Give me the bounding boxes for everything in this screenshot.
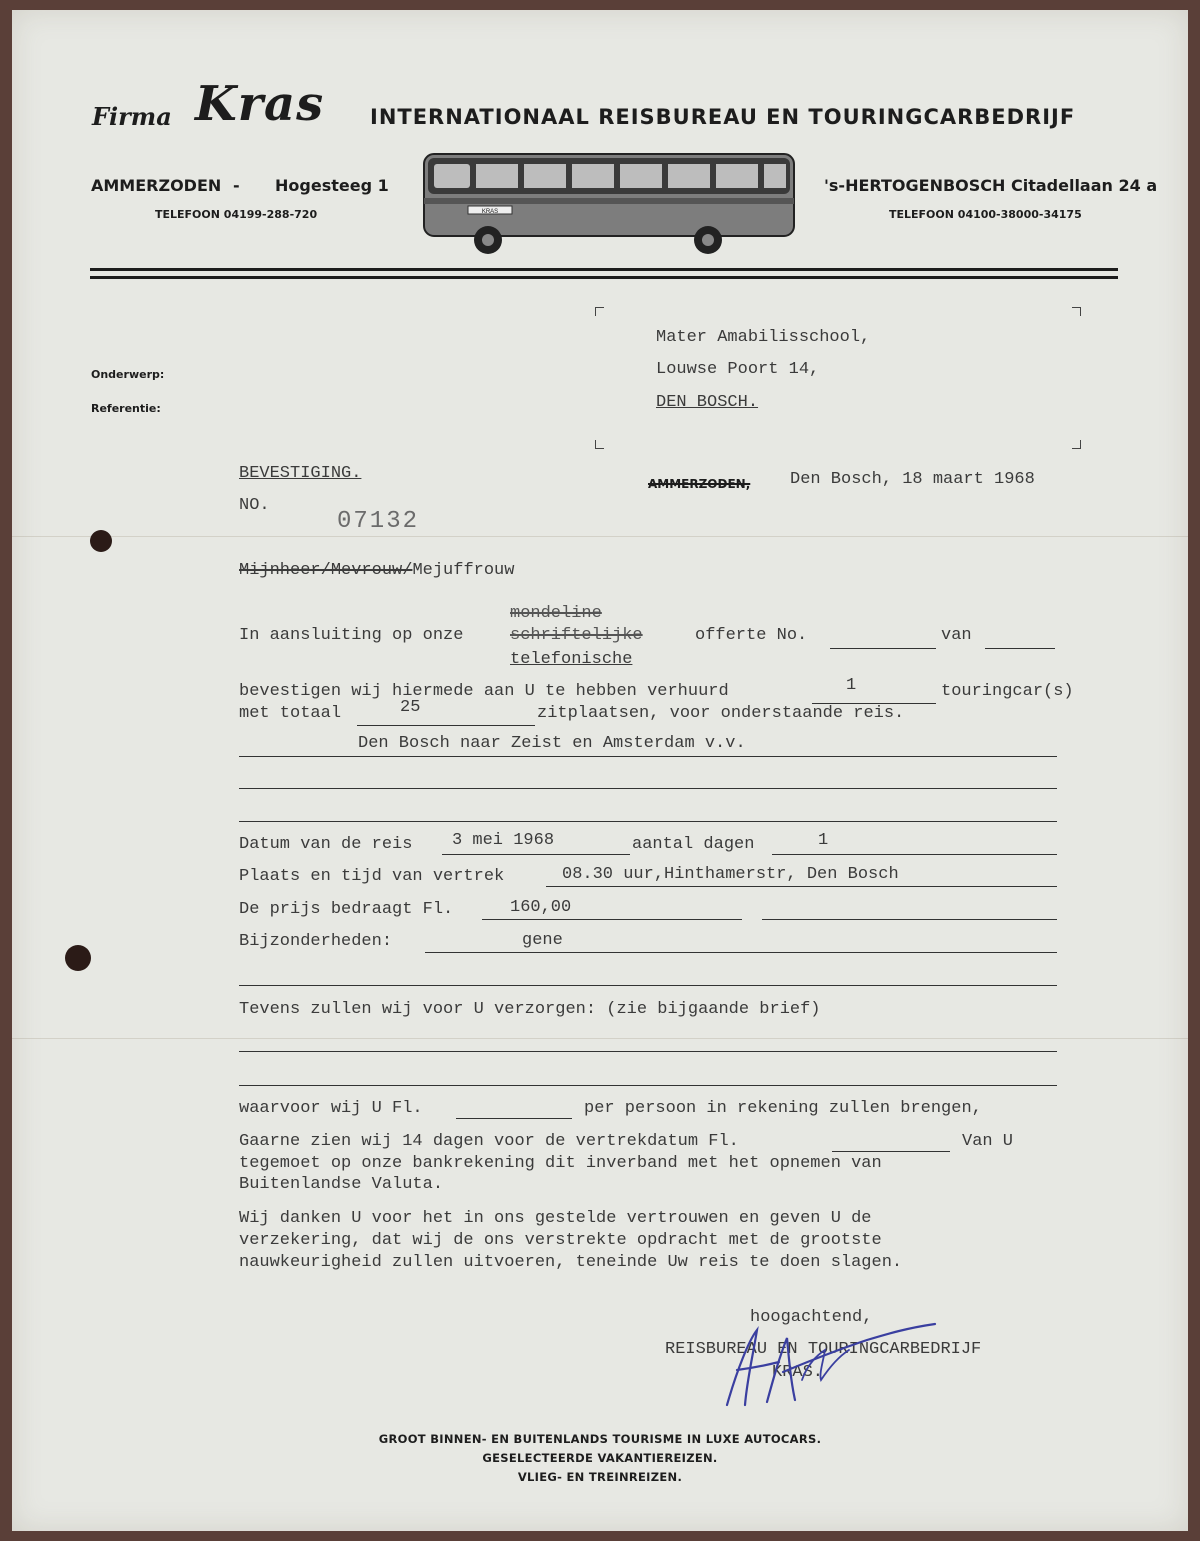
blank-line	[239, 1051, 1057, 1052]
footer-line: VLIEG- EN TREINREIZEN.	[517, 1470, 683, 1484]
thanks-text: verzekering, dat wij de ons verstrekte opdracht met de grootste	[239, 1231, 882, 1250]
right-address: 's-HERTOGENBOSCH Citadellaan 24 a	[824, 176, 1158, 195]
recipient-line: Louwse Poort 14,	[656, 360, 820, 379]
payment-field	[832, 1151, 950, 1152]
details-field	[425, 952, 1057, 953]
option-telefonische: telefonische	[510, 650, 633, 669]
payment-text: Gaarne zien wij 14 dagen voor de vertrekdatum Fl.	[239, 1132, 739, 1151]
thanks-text: nauwkeurigheid zullen uitvoeren, teneinde Uw reis te doen slagen.	[239, 1253, 903, 1272]
left-street: Hogesteeg 1	[275, 176, 389, 195]
bus-illustration	[410, 146, 802, 258]
offerte-date-field	[985, 648, 1055, 649]
blank-line	[239, 1085, 1057, 1086]
address-corner	[1072, 440, 1081, 449]
address-corner	[595, 307, 604, 316]
recipient-line: Mater Amabilisschool,	[656, 328, 871, 347]
salutation-kept: Mejuffrouw	[412, 561, 515, 580]
company-tagline: INTERNATIONAAL REISBUREAU EN TOURINGCARBEDRIJF	[370, 105, 1076, 129]
punch-hole	[65, 945, 91, 971]
address-corner	[595, 440, 604, 449]
offerte-number-field	[830, 648, 936, 649]
recipient-city: DEN BOSCH.	[656, 393, 759, 412]
payment-text: Buitenlandse Valuta.	[239, 1175, 444, 1194]
firma-label: Firma	[92, 102, 172, 131]
closing-company: REISBUREAU EN TOURINGCARBEDRIJF	[665, 1340, 982, 1359]
van-label: van	[941, 626, 972, 645]
details-value: gene	[522, 931, 563, 950]
charge-text: waarvoor wij U Fl.	[239, 1099, 423, 1118]
header-rule	[90, 276, 1118, 279]
price-field	[482, 919, 742, 920]
number-label: NO.	[239, 496, 270, 515]
blank-line	[239, 788, 1057, 789]
fold-crease	[12, 536, 1188, 537]
date-label: Datum van de reis	[239, 835, 413, 854]
place-date: Den Bosch, 18 maart 1968	[790, 470, 1035, 489]
date-field	[442, 854, 630, 855]
document-title: BEVESTIGING.	[239, 464, 362, 483]
fold-crease	[12, 1038, 1188, 1039]
also-text: Tevens zullen wij voor U verzorgen: (zie bijgaande brief)	[239, 1000, 821, 1019]
price-label: De prijs bedraagt Fl.	[239, 900, 454, 919]
seats-text: met totaal	[239, 704, 342, 723]
offerte-label: offerte No.	[695, 626, 808, 645]
seats-value: 25	[400, 698, 421, 717]
thanks-text: Wij danken U voor het in ons gestelde vertrouwen en geven U de	[239, 1209, 872, 1228]
punch-hole	[90, 530, 112, 552]
price-extra-field	[762, 919, 1057, 920]
route-value: Den Bosch naar Zeist en Amsterdam v.v.	[358, 734, 746, 753]
address-corner	[1072, 307, 1081, 316]
printed-place-struck: AMMERZODEN,	[648, 477, 751, 491]
payment-text: tegemoet op onze bankrekening dit inverband met het opnemen van	[239, 1154, 882, 1173]
charge-text-end: per persoon in rekening zullen brengen,	[584, 1099, 982, 1118]
closing-name: KRAS.	[772, 1363, 824, 1382]
left-separator: -	[233, 176, 240, 195]
departure-label: Plaats en tijd van vertrek	[239, 867, 505, 886]
route-line	[239, 756, 1057, 757]
option-mondeline: mondeline	[510, 604, 602, 623]
cars-value: 1	[846, 676, 857, 695]
letter-page	[12, 10, 1188, 1531]
closing-greeting: hoogachtend,	[750, 1308, 873, 1327]
price-value: 160,00	[510, 898, 572, 917]
days-field	[772, 854, 1057, 855]
payment-text-end: Van U	[962, 1132, 1014, 1151]
document-number: 07132	[337, 508, 420, 535]
right-phone: TELEFOON 04100-38000-34175	[889, 208, 1082, 221]
brand-logo: Kras	[195, 76, 325, 132]
blank-line	[239, 985, 1057, 986]
bus-plate-text: KRAS	[481, 209, 499, 215]
footer-line: GESELECTEERDE VAKANTIEREIZEN.	[482, 1451, 718, 1465]
onderwerp-label: Onderwerp:	[91, 368, 165, 381]
option-schriftelijke: schriftelijke	[510, 626, 643, 645]
date-value: 3 mei 1968	[452, 831, 555, 850]
header-rule	[90, 268, 1118, 271]
days-value: 1	[818, 831, 829, 850]
confirm-text: bevestigen wij hiermede aan U te hebben verhuurd	[239, 682, 729, 701]
days-label: aantal dagen	[632, 835, 755, 854]
details-label: Bijzonderheden:	[239, 932, 393, 951]
charge-field	[456, 1118, 572, 1119]
left-town: AMMERZODEN	[91, 176, 222, 195]
seats-unit: zitplaatsen, voor onderstaande reis.	[537, 704, 905, 723]
intro-text: In aansluiting op onze	[239, 626, 464, 645]
salutation-struck: Mijnheer/Mevrouw/	[239, 561, 413, 580]
left-phone: TELEFOON 04199-288-720	[155, 208, 318, 221]
seats-field	[357, 725, 535, 726]
footer-line: GROOT BINNEN- EN BUITENLANDS TOURISME IN LUXE AUTOCARS.	[378, 1432, 822, 1446]
handwritten-signature	[707, 1310, 947, 1415]
departure-field	[546, 886, 1057, 887]
referentie-label: Referentie:	[91, 402, 161, 415]
departure-value: 08.30 uur,Hinthamerstr, Den Bosch	[562, 865, 899, 884]
blank-line	[239, 821, 1057, 822]
cars-unit: touringcar(s)	[941, 682, 1074, 701]
